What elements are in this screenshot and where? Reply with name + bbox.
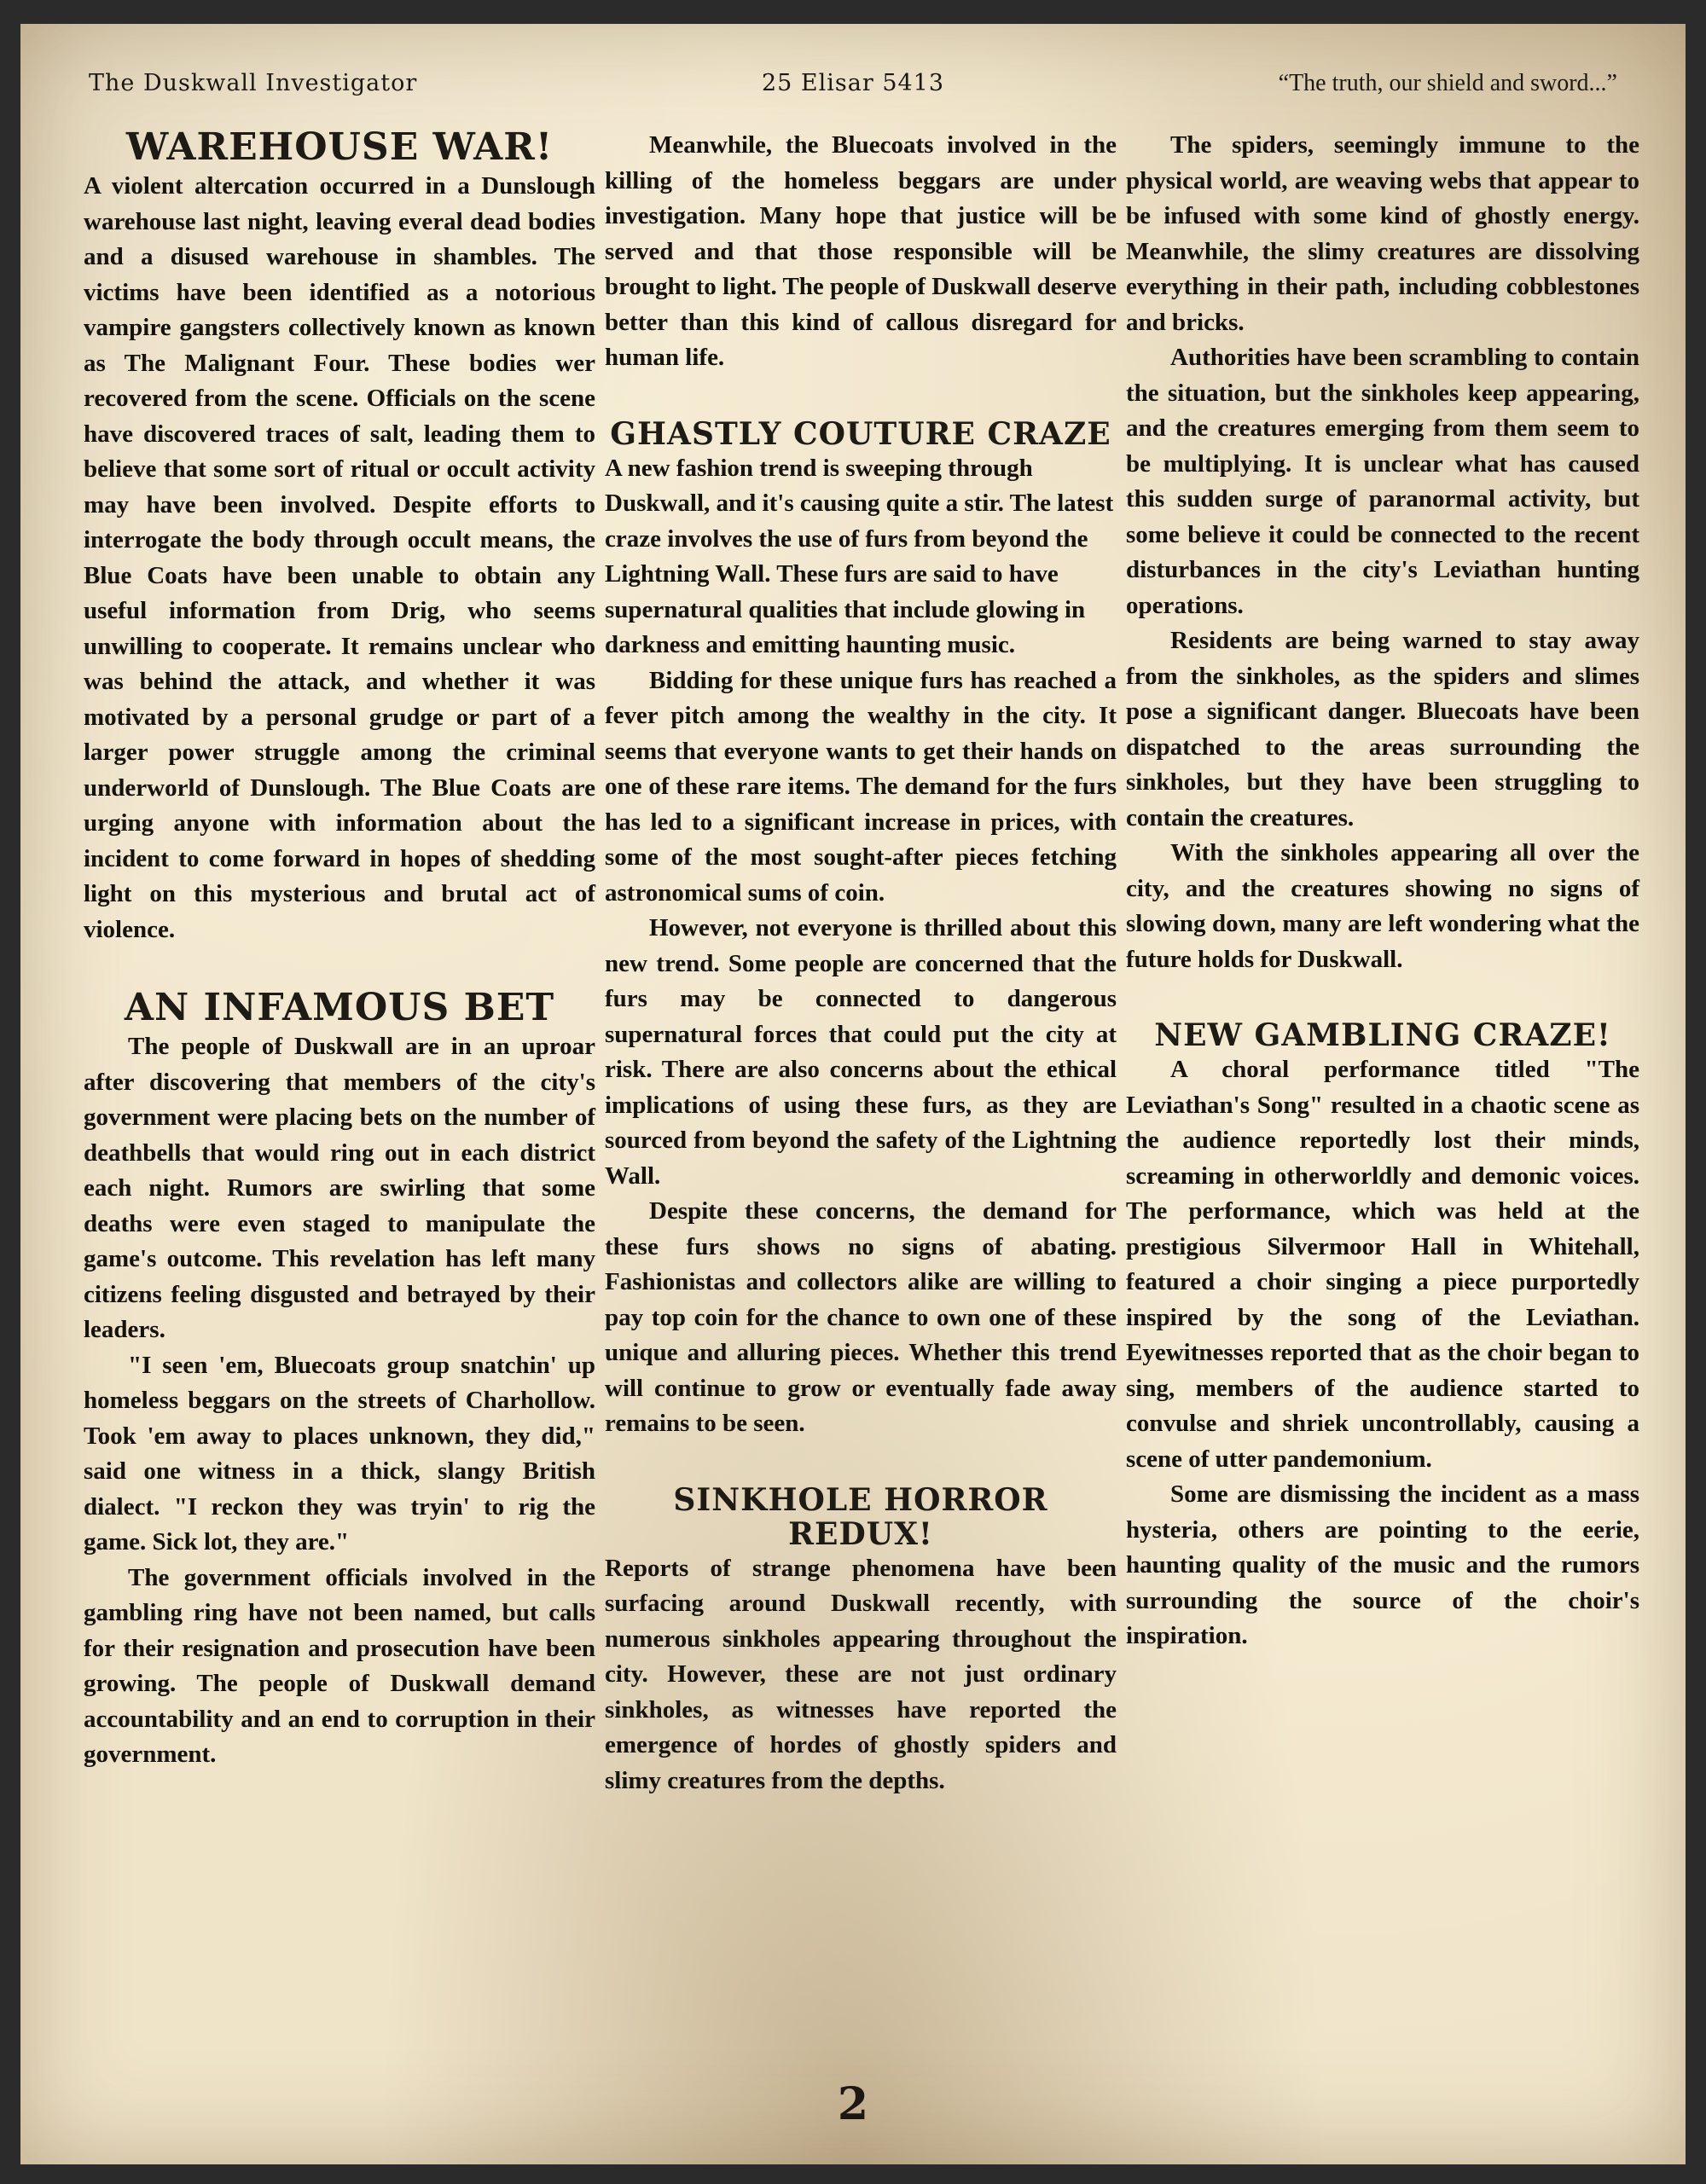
article-title-sinkhole: SINKHOLE HORROR REDUX! (673, 1481, 1048, 1552)
article-title-couture: GHASTLY COUTURE CRAZE (610, 415, 1111, 452)
article-paragraph: With the sinkholes appearing all over the city, and the creatures showing no signs of slowing down, many are left wondering what the future holds for Duskwall. (1126, 839, 1639, 973)
article-title-bet: AN INFAMOUS BET (124, 986, 555, 1029)
article-paragraph: A choral performance titled "The Leviathan's Song" resulted in a chaotic scene as the audience reportedly lost their minds, screaming in otherworldly and demonic voices. The performance, which was held at the prestigious Silvermoor Hall in Whitehall, featured a choir singing a piece purportedly inspired by the song of the Leviathan. Eyewitnesses reported that as the choir began to sing, members of the audience started to convulse and shriek uncontrollably, causing a scene of utter pandemonium. (1126, 1056, 1639, 1473)
article-paragraph: Bidding for these unique furs has reached a fever pitch among the wealthy in the city. It seems that everyone wants to get their hands on one of these rare items. The demand for the furs has led to a significant increase in prices, with some of the most sought-after pieces fetching astronomical sums of coin. (605, 666, 1117, 907)
article-paragraph: Meanwhile, the Bluecoats involved in the killing of the homeless beggars are under investigation. Many hope that justice will be served and that those responsible will be brought to light. The people of Duskwall deserve better than this kind of callous disregard for human life. (605, 131, 1117, 371)
publication-name: The Duskwall Investigator (89, 70, 418, 96)
article-paragraph: "I seen 'em, Bluecoats group snatchin' up homeless beggars on the streets of Charhollow. Took 'em away to places unknown, they did," said one witness in a thick, slangy British dialect. "I reckon they was tryin' to rig the game. Sick lot, they are." (84, 1351, 595, 1555)
article-paragraph: The government officials involved in the gambling ring have not been named, but calls for their resignation and prosecution have been growing. The people of Duskwall demand accountability and an end to corruption in their government. (84, 1563, 595, 1768)
article-paragraph: However, not everyone is thrilled about this new trend. Some people are concerned that the furs may be connected to dangerous supernatural forces that could put the city at risk. There are also concerns about the ethical implications of using these furs, as they are sourced from beyond the safety of the Lightning Wall. (605, 914, 1117, 1190)
article-paragraph: The people of Duskwall are in an uproar after discovering that members of the city's government were placing bets on the number of deathbells that would ring out in each district each night. Rumors are swirling that some deaths were even staged to manipulate the game's outcome. This revelation has left many citizens feeling disgusted and betrayed by their leaders. (84, 1033, 595, 1343)
column-2 (605, 128, 1117, 1799)
column-3 (1126, 128, 1639, 1654)
column-1 (84, 125, 595, 1773)
newspaper-page (20, 24, 1686, 2164)
article-paragraph: Reports of strange phenomena have been surfacing around Duskwall recently, with numerous sinkholes appearing throughout the city. However, these are not just ordinary sinkholes, as witnesses have reported the emergence of hordes of ghostly spiders and slimy creatures from the depths. (605, 1554, 1117, 1794)
issue-date: 25 Elisar 5413 (761, 70, 945, 96)
motto: “The truth, our shield and sword...” (1278, 70, 1617, 96)
article-paragraph: Some are dismissing the incident as a mass hysteria, others are pointing to the eerie, haunting quality of the music and the rumors surrounding the source of the choir's inspiration. (1126, 1480, 1639, 1649)
page-number: 2 (837, 2078, 869, 2130)
article-paragraph: The spiders, seemingly immune to the physical world, are weaving webs that appear to be infused with some kind of ghostly energy. Meanwhile, the slimy creatures are dissolving everything in their path, including cobblestones and bricks. (1126, 131, 1639, 336)
article-paragraph: Residents are being warned to stay away from the sinkholes, as the spiders and slimes pose a significant danger. Bluecoats have been dispatched to the areas surrounding the sinkholes, but they have been struggling to contain the creatures. (1126, 627, 1639, 831)
article-paragraph: A violent altercation occurred in a Dunslough warehouse last night, leaving everal dead bodies and a disused warehouse in shambles. The victims have been identified as a notorious vampire gangsters collectively known as known as The Malignant Four. These bodies wer recovered from the scene. Officials on the scene have discovered traces of salt, leading them to believe that some sort of ritual or occult activity may have been involved. Despite efforts to interrogate the body through occult means, the Blue Coats have been unable to obtain any useful information from Drig, who seems unwilling to cooperate. It remains unclear who was behind the attack, and whether it was motivated by a personal grudge or part of a larger power struggle among the criminal underworld of Dunslough. The Blue Coats are urging anyone with information about the incident to come forward in hopes of shedding light on this mysterious and brutal act of violence. (84, 172, 595, 943)
page-header (89, 70, 1617, 113)
article-paragraph: Despite these concerns, the demand for these furs shows no signs of abating. Fashionistas and collectors alike are willing to pay top coin for the chance to own one of these unique and alluring pieces. Whether this trend will continue to grow or eventually fade away remains to be seen. (605, 1197, 1117, 1437)
article-title-warehouse: WAREHOUSE WAR! (125, 125, 554, 169)
article-title-gambling: NEW GAMBLING CRAZE! (1154, 1017, 1611, 1053)
article-paragraph: A new fashion trend is sweeping through Duskwall, and it's causing quite a stir. The latest craze involves the use of furs from beyond the Lightning Wall. These furs are said to have supernatural qualities that include glowing in darkness and emitting haunting music. (605, 454, 1114, 658)
article-paragraph: Authorities have been scrambling to contain the situation, but the sinkholes keep appearing, and the creatures emerging from them seem to be multiplying. It is unclear what has caused this sudden surge of paranormal activity, but some believe it could be connected to the recent disturbances in the city's Leviathan hunting operations. (1126, 344, 1639, 619)
